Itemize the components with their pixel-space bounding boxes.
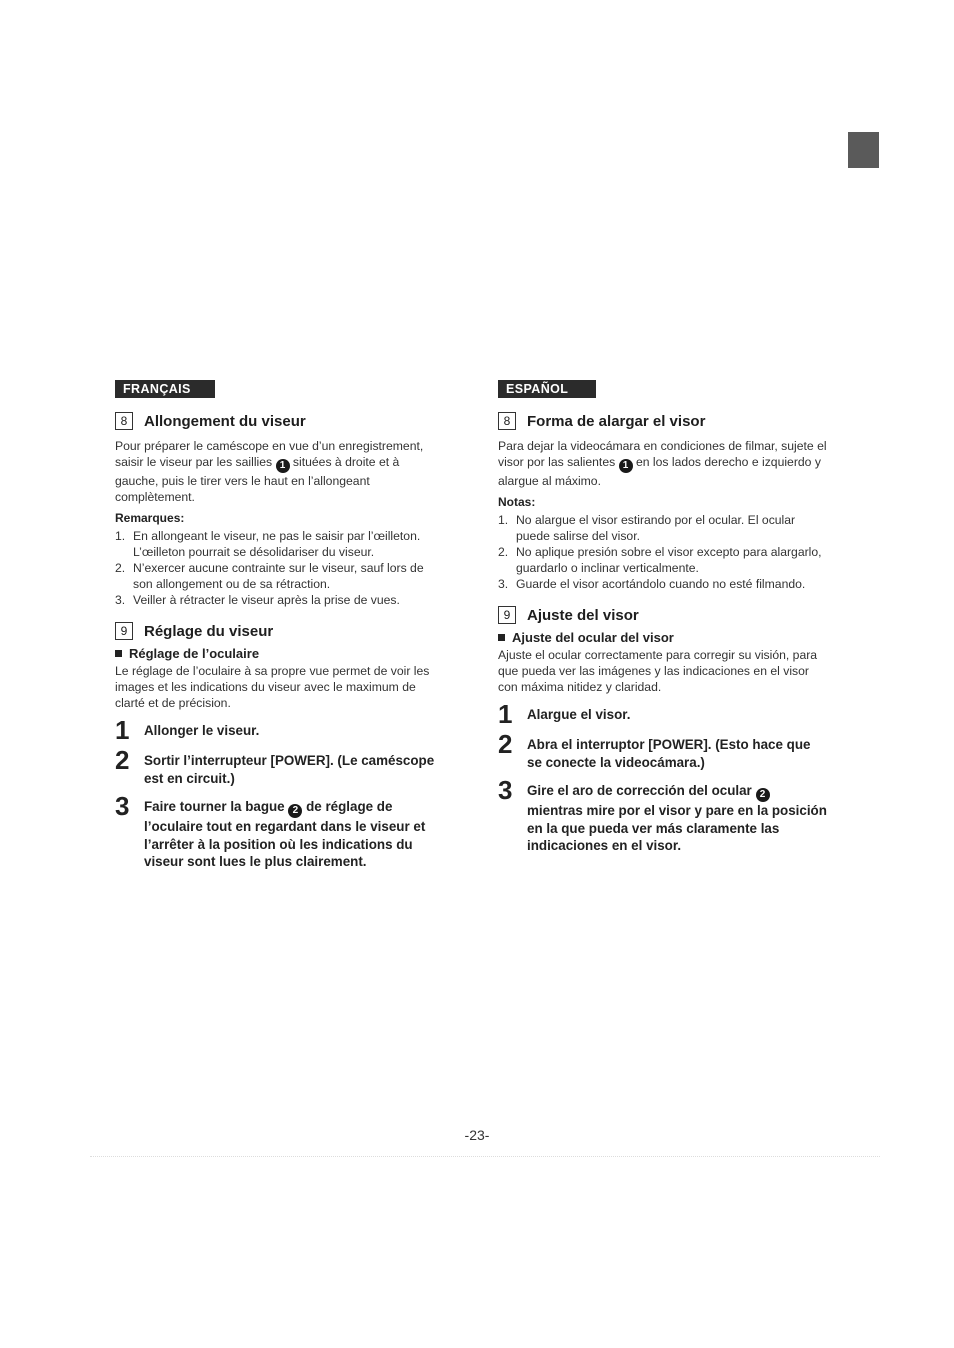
note-item bbox=[115, 560, 445, 592]
section-9-paragraph-es: Ajuste el ocular correctamente para corregir su visión, para que pueda ver las imágenes y las indicaciones en el visor con máxima nitidez y claridad. bbox=[498, 648, 818, 694]
bullet-square-icon bbox=[115, 650, 122, 657]
note-item bbox=[115, 592, 445, 608]
note-item bbox=[498, 544, 828, 576]
step-number: 1 bbox=[115, 715, 130, 745]
step-text: Sortir l’interrupteur [POWER]. (Le caméscope est en circuit.) bbox=[144, 753, 435, 786]
step-number: 3 bbox=[498, 775, 513, 805]
note-item bbox=[498, 512, 828, 544]
marker-2-icon: 2 bbox=[288, 804, 302, 818]
paragraph-text: Para dejar la videocámara en condiciones de filmar, sujete el visor por las salientes bbox=[498, 439, 827, 469]
paragraph-text: Pour préparer le caméscope en vue d’un enregistrement, saisir le viseur par les saillies bbox=[115, 439, 424, 469]
step-number: 2 bbox=[115, 745, 130, 775]
step-text bbox=[144, 795, 445, 871]
step-text-part: mientras mire por el visor y pare en la posición en la que pueda ver más claramente las indicaciones en el visor. bbox=[527, 803, 827, 853]
section-8-title-fr bbox=[115, 412, 445, 430]
note-text: En allongeant le viseur, ne pas le saisir par l’œilleton. L’œilleton pourrait se désolidariser du viseur. bbox=[133, 529, 421, 559]
notes-heading-fr: Remarques: bbox=[115, 511, 185, 525]
section-8-paragraph-fr bbox=[115, 438, 445, 505]
section-number-box: 9 bbox=[115, 622, 133, 640]
note-number: 2. bbox=[498, 545, 509, 559]
step-number: 2 bbox=[498, 729, 513, 759]
note-text: N’exercer aucune contrainte sur le viseur, sauf lors de son allongement ou de sa rétraction. bbox=[133, 561, 424, 591]
section-title-text: Réglage du viseur bbox=[144, 622, 274, 640]
section-title-text: Forma de alargar el visor bbox=[527, 412, 706, 430]
section-8-title-es bbox=[498, 412, 828, 430]
step-3-es bbox=[498, 775, 828, 855]
column-espanol bbox=[498, 380, 828, 855]
section-9-paragraph-fr: Le réglage de l’oculaire à sa propre vue permet de voir les images et les indications du viseur avec le maximum de clarté et de précision. bbox=[115, 664, 430, 710]
step-2-fr bbox=[115, 745, 445, 787]
language-badge-francais: FRANÇAIS bbox=[115, 380, 215, 398]
step-text: Abra el interruptor [POWER]. (Esto hace que se conecte la videocámara.) bbox=[527, 737, 811, 770]
column-francais bbox=[115, 380, 445, 871]
note-text: Veiller à rétracter le viseur après la prise de vues. bbox=[133, 593, 400, 607]
footer-divider bbox=[90, 1156, 880, 1157]
step-text: Allonger le viseur. bbox=[144, 723, 260, 738]
language-badge-espanol: ESPAÑOL bbox=[498, 380, 596, 398]
note-item bbox=[115, 528, 445, 560]
notes-list-fr bbox=[115, 528, 445, 608]
subsection-title: Ajuste del ocular del visor bbox=[512, 630, 674, 645]
note-text: No aplique presión sobre el visor excepto para alargarlo, guardarlo o inclinar verticalmente. bbox=[516, 545, 822, 575]
page-edge-tab bbox=[848, 132, 879, 168]
step-text bbox=[527, 779, 828, 855]
section-9-title-es bbox=[498, 606, 828, 624]
section-number-box: 8 bbox=[115, 412, 133, 430]
subsection-heading-es bbox=[498, 630, 828, 645]
note-item bbox=[498, 576, 828, 592]
section-title-text: Allongement du viseur bbox=[144, 412, 306, 430]
notes-list-es bbox=[498, 512, 828, 592]
step-number: 3 bbox=[115, 791, 130, 821]
subsection-heading-fr bbox=[115, 646, 445, 661]
bullet-square-icon bbox=[498, 634, 505, 641]
step-2-es bbox=[498, 729, 828, 771]
section-number-box: 9 bbox=[498, 606, 516, 624]
marker-1-icon: 1 bbox=[619, 459, 633, 473]
section-title-text: Ajuste del visor bbox=[527, 606, 639, 624]
step-1-es bbox=[498, 699, 828, 729]
section-number-box: 8 bbox=[498, 412, 516, 430]
note-number: 3. bbox=[498, 577, 509, 591]
step-text: Alargue el visor. bbox=[527, 707, 631, 722]
note-number: 1. bbox=[115, 529, 126, 543]
step-3-fr bbox=[115, 791, 445, 871]
marker-2-icon: 2 bbox=[756, 788, 770, 802]
note-text: No alargue el visor estirando por el ocular. El ocular puede salirse del visor. bbox=[516, 513, 796, 543]
subsection-title: Réglage de l’oculaire bbox=[129, 646, 260, 661]
page-number: -23- bbox=[464, 1127, 490, 1143]
step-text-part: Gire el aro de corrección del ocular bbox=[527, 783, 752, 798]
step-1-fr bbox=[115, 715, 445, 745]
note-number: 1. bbox=[498, 513, 509, 527]
paragraph-text: situées à droite et à gauche, puis le tirer vers le haut en l’allongeant complètement. bbox=[115, 455, 400, 504]
note-number: 2. bbox=[115, 561, 126, 575]
section-9-title-fr bbox=[115, 622, 445, 640]
step-text-part: Faire tourner la bague bbox=[144, 799, 285, 814]
note-text: Guarde el visor acortándolo cuando no esté filmando. bbox=[516, 577, 806, 591]
note-number: 3. bbox=[115, 593, 126, 607]
section-8-paragraph-es bbox=[498, 438, 828, 489]
step-number: 1 bbox=[498, 699, 513, 729]
step-text-part: de réglage de l’oculaire tout en regardant dans le viseur et l’arrêter à la position où les indications du viseur sont lues le plus clairement. bbox=[144, 799, 426, 869]
paragraph-text: en los lados derecho e izquierdo y alargue al máximo. bbox=[498, 455, 821, 488]
marker-1-icon: 1 bbox=[276, 459, 290, 473]
notes-heading-es: Notas: bbox=[498, 495, 536, 509]
